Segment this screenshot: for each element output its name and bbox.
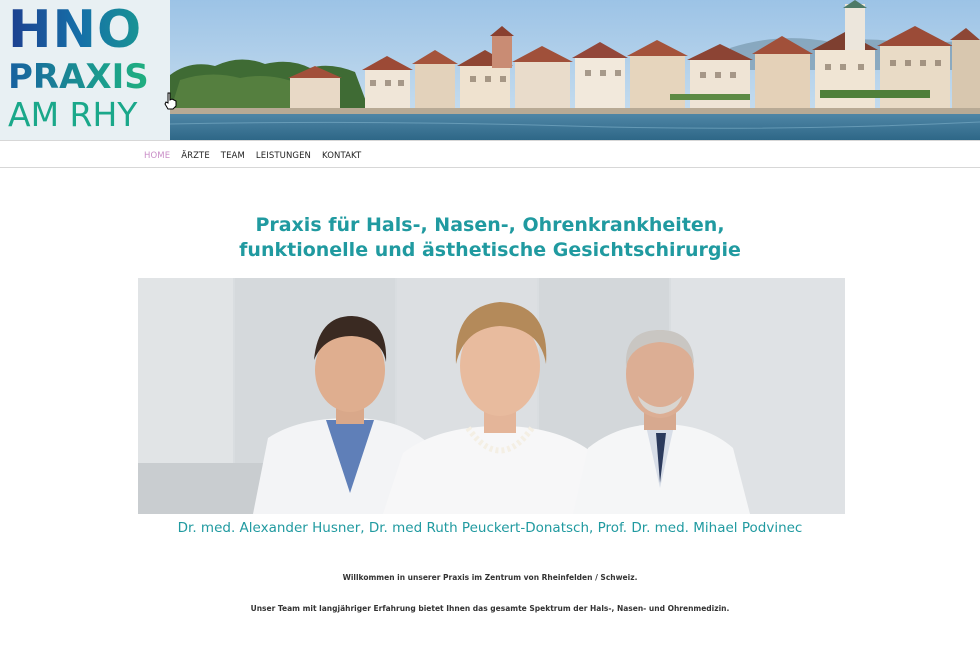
logo-line-hno: HNO	[8, 4, 170, 56]
site-header	[0, 0, 980, 140]
nav-item-aerzte[interactable]: ÄRZTE	[181, 151, 210, 161]
page-title-line-2: funktionelle und ästhetische Gesichtschirurgie	[239, 239, 741, 261]
page-title	[0, 213, 980, 263]
page-title-line-1: Praxis für Hals-, Nasen-, Ohrenkrankheiten,	[255, 214, 725, 236]
welcome-text: Willkommen in unserer Praxis im Zentrum von Rheinfelden / Schweiz.	[342, 573, 638, 582]
nav-item-kontakt[interactable]: KONTAKT	[322, 151, 362, 161]
team-photo	[138, 278, 845, 514]
team-photo-caption: Dr. med. Alexander Husner, Dr. med Ruth Peuckert-Donatsch, Prof. Dr. med. Mihael Podvinec	[177, 520, 803, 536]
site-logo[interactable]	[0, 0, 170, 140]
hand-pointer-icon	[164, 92, 178, 110]
nav-item-home[interactable]: HOME	[144, 151, 171, 161]
nav-item-leistungen[interactable]: LEISTUNGEN	[255, 151, 312, 161]
team-intro-text: Unser Team mit langjähriger Erfahrung bietet Ihnen das gesamte Spektrum der Hals-, Nasen- und Ohrenmedizin.	[250, 604, 730, 613]
logo-line-praxis: PRAXIS	[8, 60, 170, 94]
main-navigation	[0, 140, 980, 168]
logo-line-am-rhy: AM RHY	[8, 95, 138, 134]
header-banner-image	[170, 0, 980, 140]
nav-item-team[interactable]: TEAM	[220, 151, 245, 161]
